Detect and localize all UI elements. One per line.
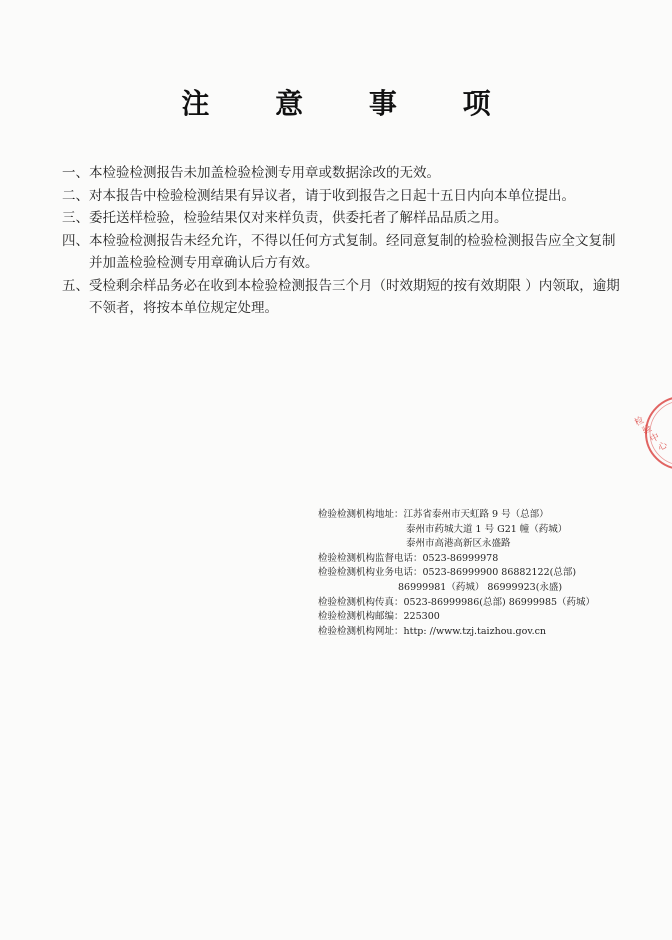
website-url: http: //www.tzj.taizhou.gov.cn <box>403 625 547 637</box>
notice-text: 本检验检测报告未经允许，不得以任何方式复制。经同意复制的检验检测报告应全文复制并加盖检验检测专用章确认后方有效。 <box>89 232 616 271</box>
notice-number: 五、 <box>62 277 89 294</box>
contact-info <box>318 508 618 639</box>
business-phone-2: 86999981（药城） 86999923(永盛) <box>398 581 563 593</box>
business-label: 检验检测机构业务电话： <box>318 567 423 579</box>
postcode: 225300 <box>403 611 440 623</box>
notice-number: 一、 <box>62 165 89 181</box>
supervision-label: 检验检测机构监督电话： <box>318 552 423 564</box>
fax-label: 检验检测机构传真： <box>318 596 404 608</box>
address-line-1: 江苏省泰州市天虹路 9 号（总部） <box>403 509 549 520</box>
address-line-2: 泰州市药城大道 1 号 G21 幢（药城） <box>406 523 568 535</box>
fax-row <box>318 596 618 611</box>
page-title: 注 意 事 项 <box>181 87 519 120</box>
notice-text: 委托送样检验，检验结果仅对来样负责，供委托者了解样品品质之用。 <box>89 210 508 226</box>
notice-item-4 <box>62 230 622 275</box>
business-phone-row <box>318 566 618 581</box>
address-line-3: 泰州市高港高新区永盛路 <box>406 538 511 550</box>
notice-item-3 <box>62 207 622 230</box>
fax-number: 0523-86999986(总部) 86999985（药城） <box>403 596 596 608</box>
notice-item-1 <box>62 162 622 185</box>
website-label: 检验检测机构网址： <box>318 625 404 637</box>
postcode-label: 检验检测机构邮编： <box>318 611 404 623</box>
notice-text: 本检验检测报告未加盖检验检测专用章或数据涂改的无效。 <box>89 165 440 181</box>
notice-list <box>62 162 622 320</box>
seal-icon <box>633 398 672 468</box>
svg-text:检验中心: 检验中心 <box>633 415 670 454</box>
supervision-phone: 0523-86999978 <box>422 552 499 564</box>
supervision-phone-row <box>318 552 618 567</box>
notice-text: 受检剩余样品务必在收到本检验检测报告三个月（时效期短的按有效期限 ）内领取，逾期不领者，将按本单位规定处理。 <box>89 277 620 316</box>
address-row <box>318 508 618 523</box>
notice-number: 四、 <box>62 232 89 249</box>
red-seal-stamp <box>633 398 672 468</box>
notice-number: 三、 <box>62 210 89 226</box>
notice-number: 二、 <box>62 187 89 204</box>
website-row <box>318 625 618 640</box>
postcode-row <box>318 610 618 625</box>
notice-text: 对本报告中检验检测结果有异议者，请于收到报告之日起十五日内向本单位提出。 <box>89 187 575 204</box>
notice-item-5 <box>62 275 622 320</box>
business-phone-1: 0523-86999900 86882122(总部) <box>422 567 577 579</box>
notice-item-2 <box>62 185 622 208</box>
address-label: 检验检测机构地址： <box>318 509 404 520</box>
